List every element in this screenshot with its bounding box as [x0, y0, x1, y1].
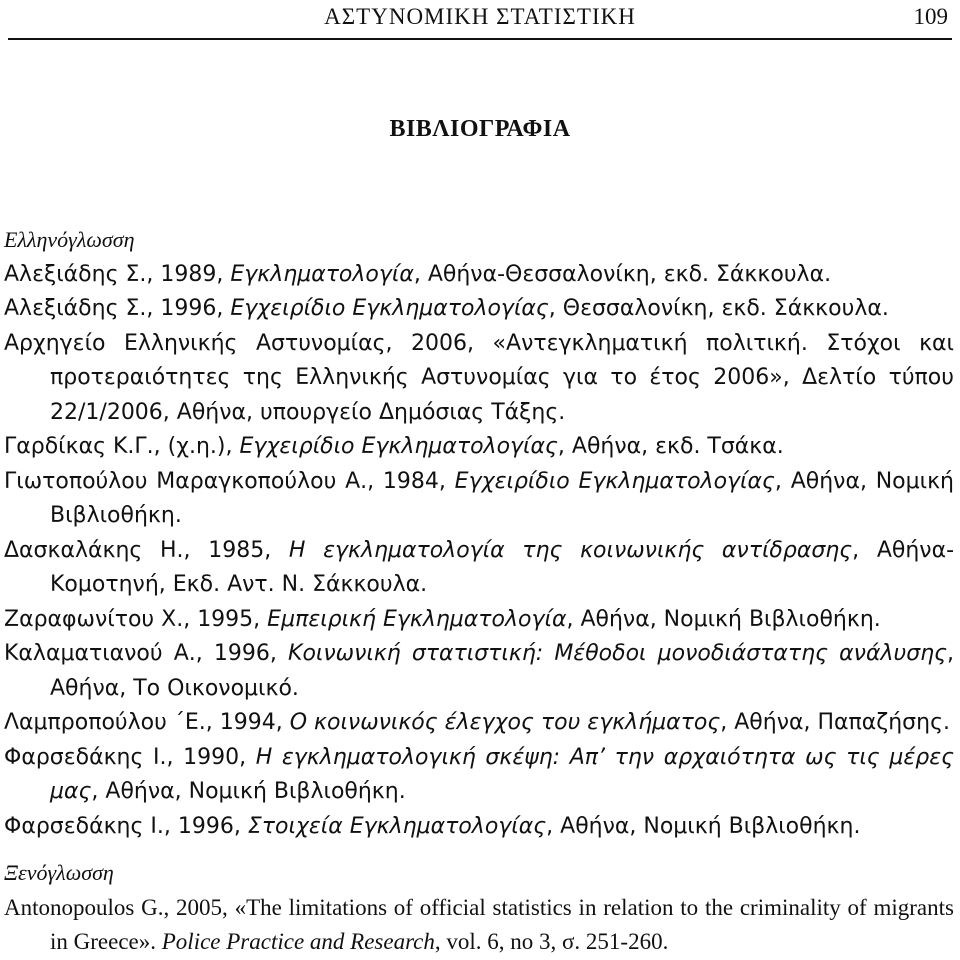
entry-title: Κοινωνική στατιστική: Μέθοδοι μονοδιάστατης ανάλυσης — [288, 641, 947, 666]
entry-title: Εγχειρίδιο Εγκληματολογίας — [230, 296, 549, 321]
entry-title: Εγχειρίδιο Εγκληματολογίας — [239, 434, 558, 459]
foreign-section-heading: Ξενόγλωσση — [4, 860, 114, 885]
entry-text: Αρχηγείο Ελληνικής Αστυνομίας, 2006, «Αντεγκληματική πολιτική. Στόχοι και προτεραιότητες της Ελληνικής Αστυνομίας για το έτος 2006», Δελτίο τύπου 22/1/2006, Αθήνα, υπουργείο Δημόσιας Τάξης. — [4, 330, 954, 425]
bib-entry — [4, 465, 954, 534]
bib-entry — [4, 258, 954, 293]
entry-text: Φαρσεδάκης Ι., 1996, — [4, 813, 248, 839]
entry-text: Ζαραφωνίτου Χ., 1995, — [4, 606, 268, 632]
entry-title: Η εγκληματολογία της κοινωνικής αντίδρασης — [288, 537, 853, 563]
greek-bibliography — [4, 223, 954, 844]
entry-title: Η εγκληματολογική σκέψη: Απ’ την αρχαιότητα ως τις μέρες μας — [50, 744, 954, 804]
entry-text: , Αθήνα, Το Οικονομικό. — [50, 641, 954, 701]
entry-text: Γαρδίκας Κ.Γ., (χ.η.), — [4, 434, 240, 459]
bib-entry — [4, 741, 954, 810]
entry-title: Police Practice and Research — [161, 929, 435, 954]
running-header — [8, 0, 952, 40]
bib-entry — [4, 603, 954, 638]
page-number: 109 — [913, 4, 948, 29]
entry-text: , Αθήνα, Νομική Βιβλιοθήκη. — [546, 813, 861, 839]
entry-text: , vol. 6, no 3, σ. 251-260. — [434, 929, 669, 954]
entry-title: Στοιχεία Εγκληματολογίας — [247, 813, 547, 839]
entry-title: Εμπειρική Εγκληματολογία — [267, 606, 567, 632]
bib-entry — [4, 891, 954, 960]
bib-entry — [4, 292, 954, 327]
entry-text: Antonopoulos G., 2005, «The limitations of official statistics in relation to the criminality of migrants in Greece». — [4, 894, 954, 954]
entry-text: , Θεσσαλονίκη, εκδ. Σάκκουλα. — [548, 296, 889, 321]
greek-section-heading: Ελληνόγλωσση — [4, 227, 135, 252]
bib-entry — [4, 327, 954, 431]
entry-text: , Αθήνα-Θεσσαλονίκη, εκδ. Σάκκουλα. — [413, 261, 832, 287]
bib-entry — [4, 810, 954, 845]
entry-text: Λαμπροπούλου ΄Ε., 1994, — [4, 710, 290, 735]
entry-text: Δασκαλάκης Η., 1985, — [4, 537, 289, 563]
entry-text: , Αθήνα, Νομική Βιβλιοθήκη. — [50, 468, 954, 528]
chapter-title: ΒΙΒΛΙΟΓΡΑΦΙΑ — [389, 116, 571, 142]
entry-text: Φαρσεδάκης Ι., 1990, — [4, 744, 256, 770]
entry-title: Εγχειρίδιο Εγκληματολογίας — [454, 468, 775, 494]
entry-text: , Αθήνα- Κομοτηνή, Εκδ. Αντ. Ν. Σάκκουλα. — [50, 537, 955, 597]
entry-text: Αλεξιάδης Σ., 1996, — [4, 296, 231, 321]
entry-text: , Αθήνα, Νομική Βιβλιοθήκη. — [566, 606, 881, 632]
entry-text: Αλεξιάδης Σ., 1989, — [4, 261, 231, 287]
bib-entry — [4, 706, 954, 741]
bib-entry — [4, 534, 954, 603]
running-title: ΑΣΤΥΝΟΜΙΚΗ ΣΤΑΤΙΣΤΙΚΗ — [324, 4, 636, 29]
entry-text: Γιωτοπούλου Μαραγκοπούλου Α., 1984, — [4, 468, 455, 494]
entry-title: Ο κοινωνικός έλεγχος του εγκλήματος — [289, 710, 721, 735]
bib-entry — [4, 637, 954, 706]
entry-text: , Αθήνα, Παπαζήσης. — [720, 710, 950, 735]
bib-entry — [4, 430, 954, 465]
foreign-bibliography — [4, 856, 954, 960]
entry-text: Καλαματιανού Α., 1996, — [4, 641, 289, 666]
entry-title: Εγκληματολογία — [230, 261, 414, 287]
entry-text: , Αθήνα, Νομική Βιβλιοθήκη. — [91, 779, 406, 804]
entry-text: , Αθήνα, εκδ. Τσάκα. — [557, 434, 784, 459]
